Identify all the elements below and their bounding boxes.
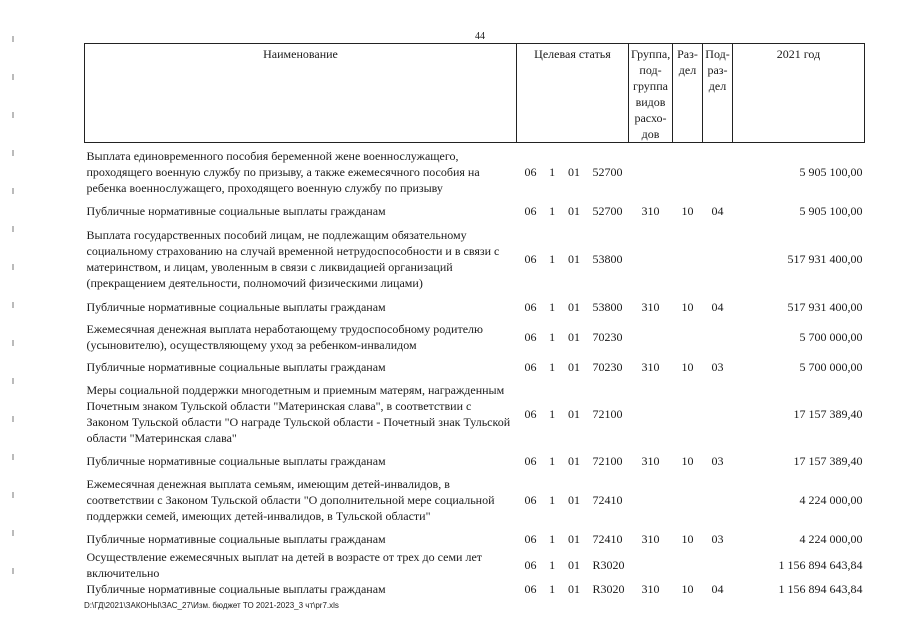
row-group <box>629 221 673 297</box>
row-section: 10 <box>681 531 694 546</box>
cs-program: 06 <box>524 492 537 507</box>
row-amount: 1 156 894 643,84 <box>778 581 863 596</box>
row-subsection: 04 <box>711 299 724 314</box>
row-target-code <box>517 201 629 221</box>
row-amount: 4 224 000,00 <box>799 492 863 507</box>
row-amount: 5 700 000,00 <box>799 359 863 374</box>
row-target-code <box>517 221 629 297</box>
cs-direction: 72410 <box>592 531 623 546</box>
cs-main-activity: 01 <box>567 406 580 421</box>
row-group: 310 <box>641 531 660 546</box>
cs-subprogram: 1 <box>549 557 556 572</box>
cs-direction: R3020 <box>592 557 625 572</box>
cs-direction: 53800 <box>592 299 623 314</box>
row-subsection: 03 <box>711 531 724 546</box>
row-group: 310 <box>641 453 660 468</box>
table-row <box>85 451 865 471</box>
cs-subprogram: 1 <box>549 164 556 179</box>
row-name: Публичные нормативные социальные выплаты гражданам <box>86 203 386 218</box>
row-amount: 517 931 400,00 <box>787 299 863 314</box>
cs-main-activity: 01 <box>567 164 580 179</box>
row-amount: 4 224 000,00 <box>799 531 863 546</box>
row-subsection <box>703 221 733 297</box>
file-path-footer: D:\ГД\2021\ЗАКОНЫ\ЗАС_27\Изм. бюджет ТО 2021-2023_3 чт\pr7.xls <box>84 601 339 610</box>
cs-main-activity: 01 <box>567 203 580 218</box>
table-row <box>85 297 865 317</box>
cs-program: 06 <box>524 329 537 344</box>
row-amount: 5 905 100,00 <box>799 203 863 218</box>
header-year: 2021 год <box>733 44 865 143</box>
cs-direction: 52700 <box>592 164 623 179</box>
row-section <box>673 549 703 581</box>
cs-subprogram: 1 <box>549 453 556 468</box>
table-row <box>85 357 865 377</box>
cs-program: 06 <box>524 531 537 546</box>
cs-subprogram: 1 <box>549 359 556 374</box>
row-section <box>673 143 703 201</box>
cs-direction: 52700 <box>592 203 623 218</box>
row-group <box>629 317 673 357</box>
row-target-code <box>517 581 629 597</box>
row-section <box>673 221 703 297</box>
row-target-code <box>517 357 629 377</box>
row-section <box>673 317 703 357</box>
row-group <box>629 549 673 581</box>
cs-direction: 72100 <box>592 453 623 468</box>
row-section <box>673 471 703 529</box>
table-row <box>85 471 865 529</box>
row-name: Выплата государственных пособий лицам, не подлежащим обязательному социальному страхованию на случай временной нетрудоспособности и в связи с материнством, и лицам, уволенным в связи с ликвидацией организаций (прекращением деятельности, полномочий физическими лицами) <box>86 227 500 290</box>
row-amount: 17 157 389,40 <box>793 406 863 421</box>
cs-program: 06 <box>524 359 537 374</box>
table-header-row <box>85 44 865 143</box>
header-subsection: Под-раз-дел <box>703 44 733 143</box>
row-name: Меры социальной поддержки многодетным и приемным матерям, награжденным Почетным знаком Тульской области "Материнская слава", в соответствии с Законом Тульской области "О награде Тульской области - Почетный знак Тульской области "Материнская слава" <box>86 382 511 445</box>
row-amount: 5 700 000,00 <box>799 329 863 344</box>
row-subsection <box>703 471 733 529</box>
cs-main-activity: 01 <box>567 492 580 507</box>
cs-main-activity: 01 <box>567 329 580 344</box>
table-row <box>85 317 865 357</box>
row-subsection: 03 <box>711 359 724 374</box>
table-row <box>85 377 865 451</box>
cs-program: 06 <box>524 581 537 596</box>
page-number: 44 <box>475 31 485 42</box>
row-group: 310 <box>641 203 660 218</box>
row-name: Публичные нормативные социальные выплаты гражданам <box>86 453 386 468</box>
row-name: Публичные нормативные социальные выплаты гражданам <box>86 299 386 314</box>
cs-subprogram: 1 <box>549 531 556 546</box>
cs-direction: 70230 <box>592 359 623 374</box>
row-section: 10 <box>681 581 694 596</box>
row-subsection <box>703 377 733 451</box>
header-target: Целевая статья <box>517 44 629 143</box>
budget-table <box>84 43 865 597</box>
table-row <box>85 201 865 221</box>
row-target-code <box>517 549 629 581</box>
cs-subprogram: 1 <box>549 581 556 596</box>
table-row <box>85 143 865 201</box>
cs-main-activity: 01 <box>567 299 580 314</box>
cs-main-activity: 01 <box>567 557 580 572</box>
row-section <box>673 377 703 451</box>
cs-program: 06 <box>524 299 537 314</box>
row-section: 10 <box>681 299 694 314</box>
cs-direction: 53800 <box>592 251 623 266</box>
cs-program: 06 <box>524 453 537 468</box>
row-subsection <box>703 317 733 357</box>
cs-subprogram: 1 <box>549 203 556 218</box>
row-name: Публичные нормативные социальные выплаты гражданам <box>86 531 386 546</box>
row-amount: 1 156 894 643,84 <box>778 557 863 572</box>
header-name: Наименование <box>85 44 517 143</box>
row-name: Осуществление ежемесячных выплат на детей в возрасте от трех до семи лет включительно <box>86 549 483 580</box>
row-name: Публичные нормативные социальные выплаты гражданам <box>86 359 386 374</box>
cs-subprogram: 1 <box>549 329 556 344</box>
cs-subprogram: 1 <box>549 299 556 314</box>
cs-main-activity: 01 <box>567 453 580 468</box>
cs-program: 06 <box>524 251 537 266</box>
row-target-code <box>517 297 629 317</box>
row-target-code <box>517 451 629 471</box>
table-row <box>85 581 865 597</box>
header-section: Раз-дел <box>673 44 703 143</box>
cs-direction: 72100 <box>592 406 623 421</box>
table-row <box>85 549 865 581</box>
header-group: Группа, под-группа видов расхо-дов <box>629 44 673 143</box>
row-subsection: 04 <box>711 581 724 596</box>
row-group <box>629 143 673 201</box>
row-section: 10 <box>681 453 694 468</box>
row-amount: 517 931 400,00 <box>787 251 863 266</box>
row-target-code <box>517 529 629 549</box>
cs-program: 06 <box>524 203 537 218</box>
row-subsection <box>703 549 733 581</box>
row-target-code <box>517 377 629 451</box>
row-group <box>629 471 673 529</box>
row-amount: 5 905 100,00 <box>799 164 863 179</box>
row-section: 10 <box>681 203 694 218</box>
cs-main-activity: 01 <box>567 581 580 596</box>
row-section: 10 <box>681 359 694 374</box>
cs-main-activity: 01 <box>567 251 580 266</box>
row-target-code <box>517 143 629 201</box>
row-group: 310 <box>641 359 660 374</box>
cs-subprogram: 1 <box>549 406 556 421</box>
cs-subprogram: 1 <box>549 251 556 266</box>
cs-program: 06 <box>524 406 537 421</box>
scan-edge-marks <box>12 36 14 596</box>
cs-program: 06 <box>524 557 537 572</box>
row-group <box>629 377 673 451</box>
table-row <box>85 221 865 297</box>
row-subsection: 03 <box>711 453 724 468</box>
row-subsection <box>703 143 733 201</box>
table-row <box>85 529 865 549</box>
row-name: Ежемесячная денежная выплата неработающему трудоспособному родителю (усыновителю), осуществляющему уход за ребенком-инвалидом <box>86 321 483 352</box>
row-subsection: 04 <box>711 203 724 218</box>
cs-direction: 72410 <box>592 492 623 507</box>
row-name: Публичные нормативные социальные выплаты гражданам <box>86 581 386 596</box>
row-group: 310 <box>641 299 660 314</box>
row-target-code <box>517 471 629 529</box>
cs-main-activity: 01 <box>567 359 580 374</box>
row-target-code <box>517 317 629 357</box>
cs-direction: R3020 <box>592 581 625 596</box>
cs-direction: 70230 <box>592 329 623 344</box>
row-name: Ежемесячная денежная выплата семьям, имеющим детей-инвалидов, в соответствии с Законом Тульской области "О дополнительной мере социальной поддержки семей, имеющих детей-инвалидов, в Тульской области" <box>86 476 495 523</box>
row-amount: 17 157 389,40 <box>793 453 863 468</box>
cs-main-activity: 01 <box>567 531 580 546</box>
cs-program: 06 <box>524 164 537 179</box>
row-name: Выплата единовременного пособия беременной жене военнослужащего, проходящего военную службу по призыву, а также ежемесячного пособия на ребенка военнослужащего, проходящего военную службу по призыву <box>86 148 480 195</box>
row-group: 310 <box>641 581 660 596</box>
cs-subprogram: 1 <box>549 492 556 507</box>
